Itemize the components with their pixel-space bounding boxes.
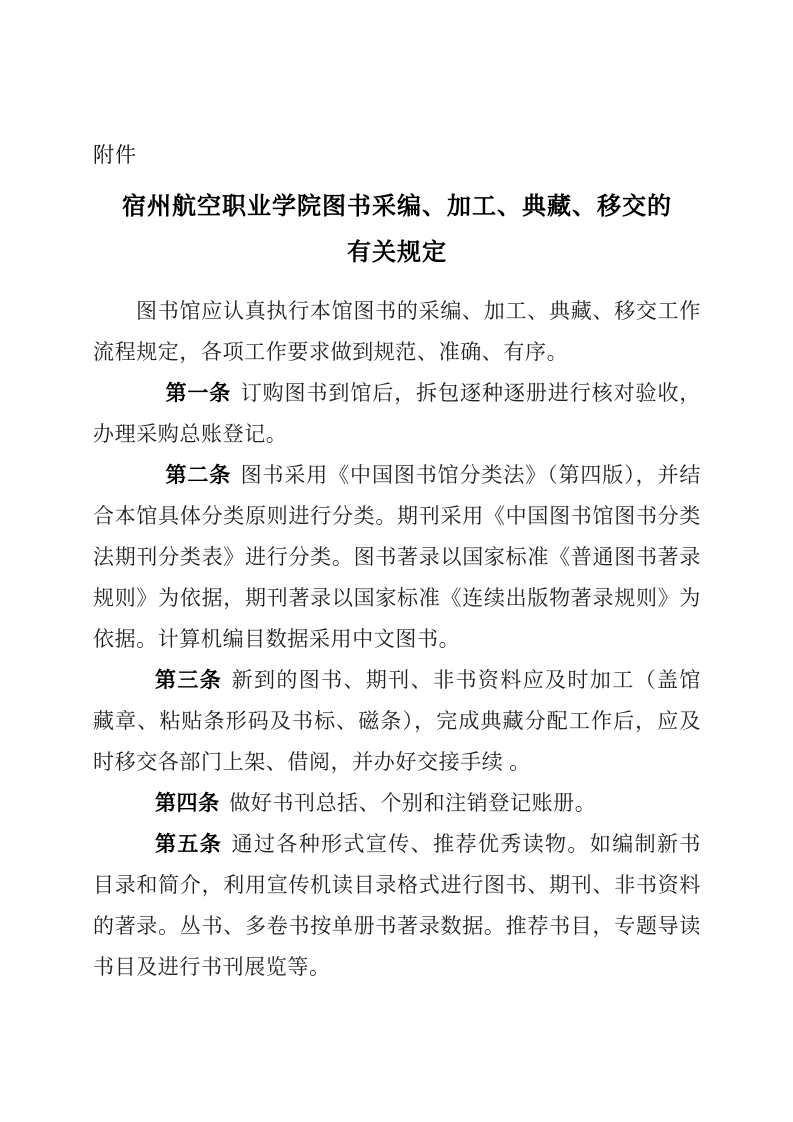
article-5-text: 通过各种形式宣传、推荐优秀读物。如编制新书目录和简介，利用宣传机读目录格式进行图书、期刊、非书资料的著录。丛书、多卷书按单册书著录数据。推荐书目，专题导读书目及进行书刊展览等。: [93, 832, 701, 979]
article-2-paragraph: [93, 455, 701, 660]
document-title-line2: 有关规定: [347, 240, 447, 266]
article-2-label: 第二条: [165, 463, 232, 487]
document-title-line1: 宿州航空职业学院图书采编、加工、典藏、移交的: [122, 194, 672, 220]
article-4-paragraph: [93, 783, 701, 824]
article-5-paragraph: [93, 824, 701, 988]
attachment-label: 附件: [93, 143, 137, 167]
article-1-text: 订购图书到馆后，拆包逐种逐册进行核对验收，办理采购总账登记。: [93, 381, 701, 446]
document-title: [93, 184, 701, 276]
article-3-paragraph: [93, 660, 701, 783]
article-3-label: 第三条: [154, 668, 223, 692]
intro-paragraph: [93, 291, 701, 373]
document-body: [93, 291, 701, 988]
article-2-text: 图书采用《中国图书馆分类法》（第四版），并结合本馆具体分类原则进行分类。期刊采用《中国图书馆图书分类法期刊分类表》进行分类。图书著录以国家标准《普通图书著录规则》为依据，期刊著录以国家标准《连续出版物著录规则》为依据。计算机编目数据采用中文图书。: [93, 463, 701, 651]
article-4-text: 做好书刊总括、个别和注销登记账册。: [229, 791, 597, 815]
article-3-text: 新到的图书、期刊、非书资料应及时加工（盖馆藏章、粘贴条形码及书标、磁条），完成典藏分配工作后，应及时移交各部门上架、借阅，并办好交接手续 。: [93, 668, 701, 774]
intro-paragraph-text: 图书馆应认真执行本馆图书的采编、加工、典藏、移交工作流程规定，各项工作要求做到规范、准确、有序。: [93, 299, 701, 364]
article-1-paragraph: [93, 373, 701, 455]
article-1-label: 第一条: [165, 381, 232, 405]
article-4-label: 第四条: [154, 791, 220, 815]
article-5-label: 第五条: [154, 832, 223, 856]
